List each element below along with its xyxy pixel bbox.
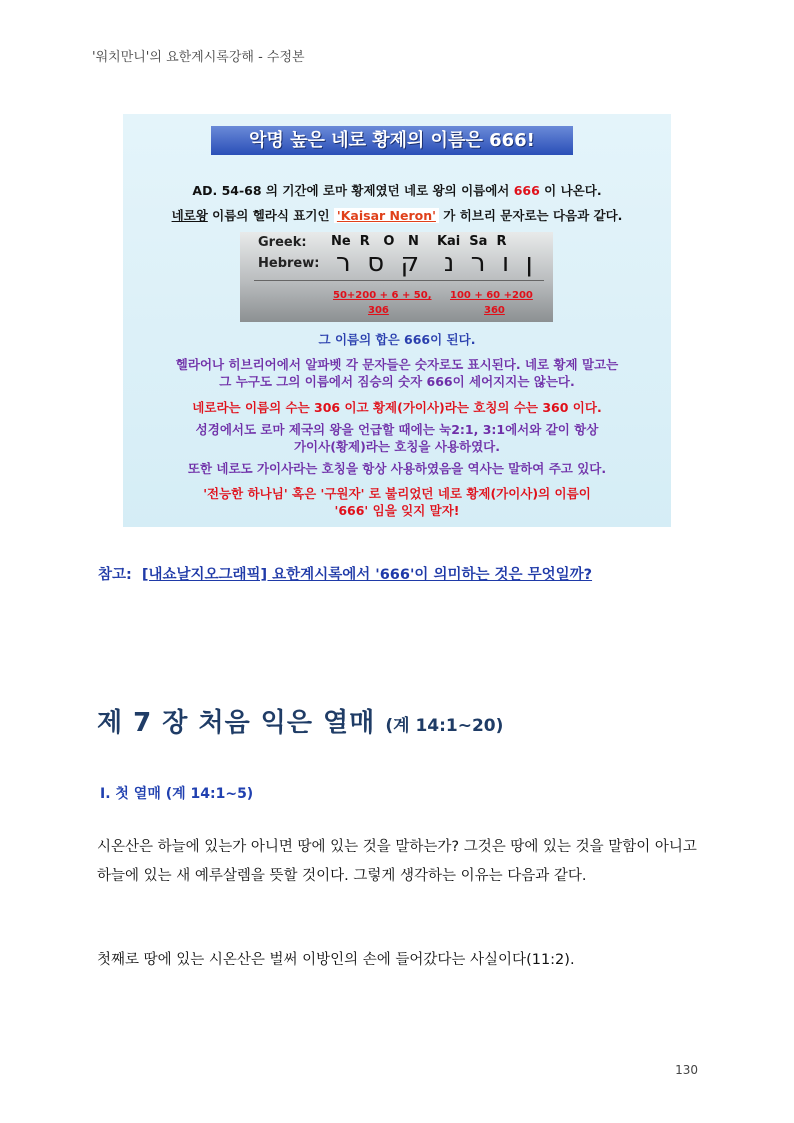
running-header: '워치만니'의 요한계시록강해 - 수정본: [92, 50, 305, 65]
slide-line-dates: AD. 54-68 의 기간에 로마 황제였던 네로 왕의 이름에서 666 이 나온다.: [192, 183, 602, 198]
slide-line-r1: '전능한 하나님' 혹은 '구원자' 로 불리었던 네로 황제(가이사)의 이름이: [203, 486, 591, 501]
slide-line-name: 네로왕 이름의 헬라식 표기인 'Kaisar Neron' 가 히브리 문자로는 다음과 같다.: [171, 208, 623, 223]
greek-label: Greek:: [258, 235, 307, 250]
slide-line-red: 네로라는 이름의 수는 306 이고 황제(가이사)라는 호칭의 수는 360 이다.: [192, 400, 602, 415]
chapter-title: 제 7 장 처음 익은 열매 (계 14:1~20): [97, 708, 504, 738]
page-number: 130: [675, 1063, 698, 1077]
paragraph: 시온산은 하늘에 있는가 아니면 땅에 있는 것을 말하는가? 그것은 땅에 있는 것을 말함이 아니고 하늘에 있는 새 예루살렘을 뜻할 것이다. 그렇게 생각하는 이유는 다음과 같다.: [97, 839, 697, 884]
sum-right: 100 + 60 +200: [450, 290, 533, 301]
slide-line-r2: '666' 임을 잊지 말자!: [334, 503, 460, 518]
greek-letters: Ne R O N Kai Sa R: [331, 234, 507, 249]
hebrew-letters: ן ו ר נ ק ס ר: [336, 248, 533, 278]
chapter-ref: (계 14:1~20): [385, 716, 504, 736]
letter-table: [240, 232, 553, 322]
paragraph: 첫째로 땅에 있는 시온산은 벌써 이방인의 손에 들어갔다는 사실이다(11:2).: [97, 952, 575, 968]
total-left: 306: [368, 305, 389, 316]
slide-line-p2: 그 누구도 그의 이름에서 짐승의 숫자 666이 세어지지는 않는다.: [219, 374, 575, 389]
slide-line-p4: 가이사(황제)라는 호칭을 사용하였다.: [293, 439, 500, 454]
reference-line: [98, 563, 592, 584]
slide-line-p1: 헬라어나 히브리어에서 알파벳 각 문자들은 숫자로도 표시된다. 네로 황제 말고는: [175, 357, 619, 372]
hebrew-label: Hebrew:: [258, 256, 320, 271]
reference-link[interactable]: [내쇼날지오그래픽] 요한계시록에서 '666'이 의미하는 것은 무엇일까?: [141, 567, 593, 583]
sum-left: 50+200 + 6 + 50,: [333, 290, 432, 301]
total-right: 360: [484, 305, 505, 316]
slide-line-p5: 또한 네로도 가이사라는 호칭을 항상 사용하였음을 역사는 말하여 주고 있다.: [187, 461, 607, 476]
reference-label: 참고:: [98, 567, 132, 583]
slide-image: [123, 114, 671, 527]
slide-title: 악명 높은 네로 황제의 이름은 666!: [211, 126, 573, 155]
separator: [254, 280, 544, 281]
section-title: Ⅰ. 첫 열매 (계 14:1~5): [100, 786, 254, 802]
slide-line-sum: 그 이름의 합은 666이 된다.: [318, 332, 476, 347]
slide-line-p3: 성경에서도 로마 제국의 왕을 언급할 때에는 눅2:1, 3:1에서와 같이 항상: [195, 422, 599, 437]
